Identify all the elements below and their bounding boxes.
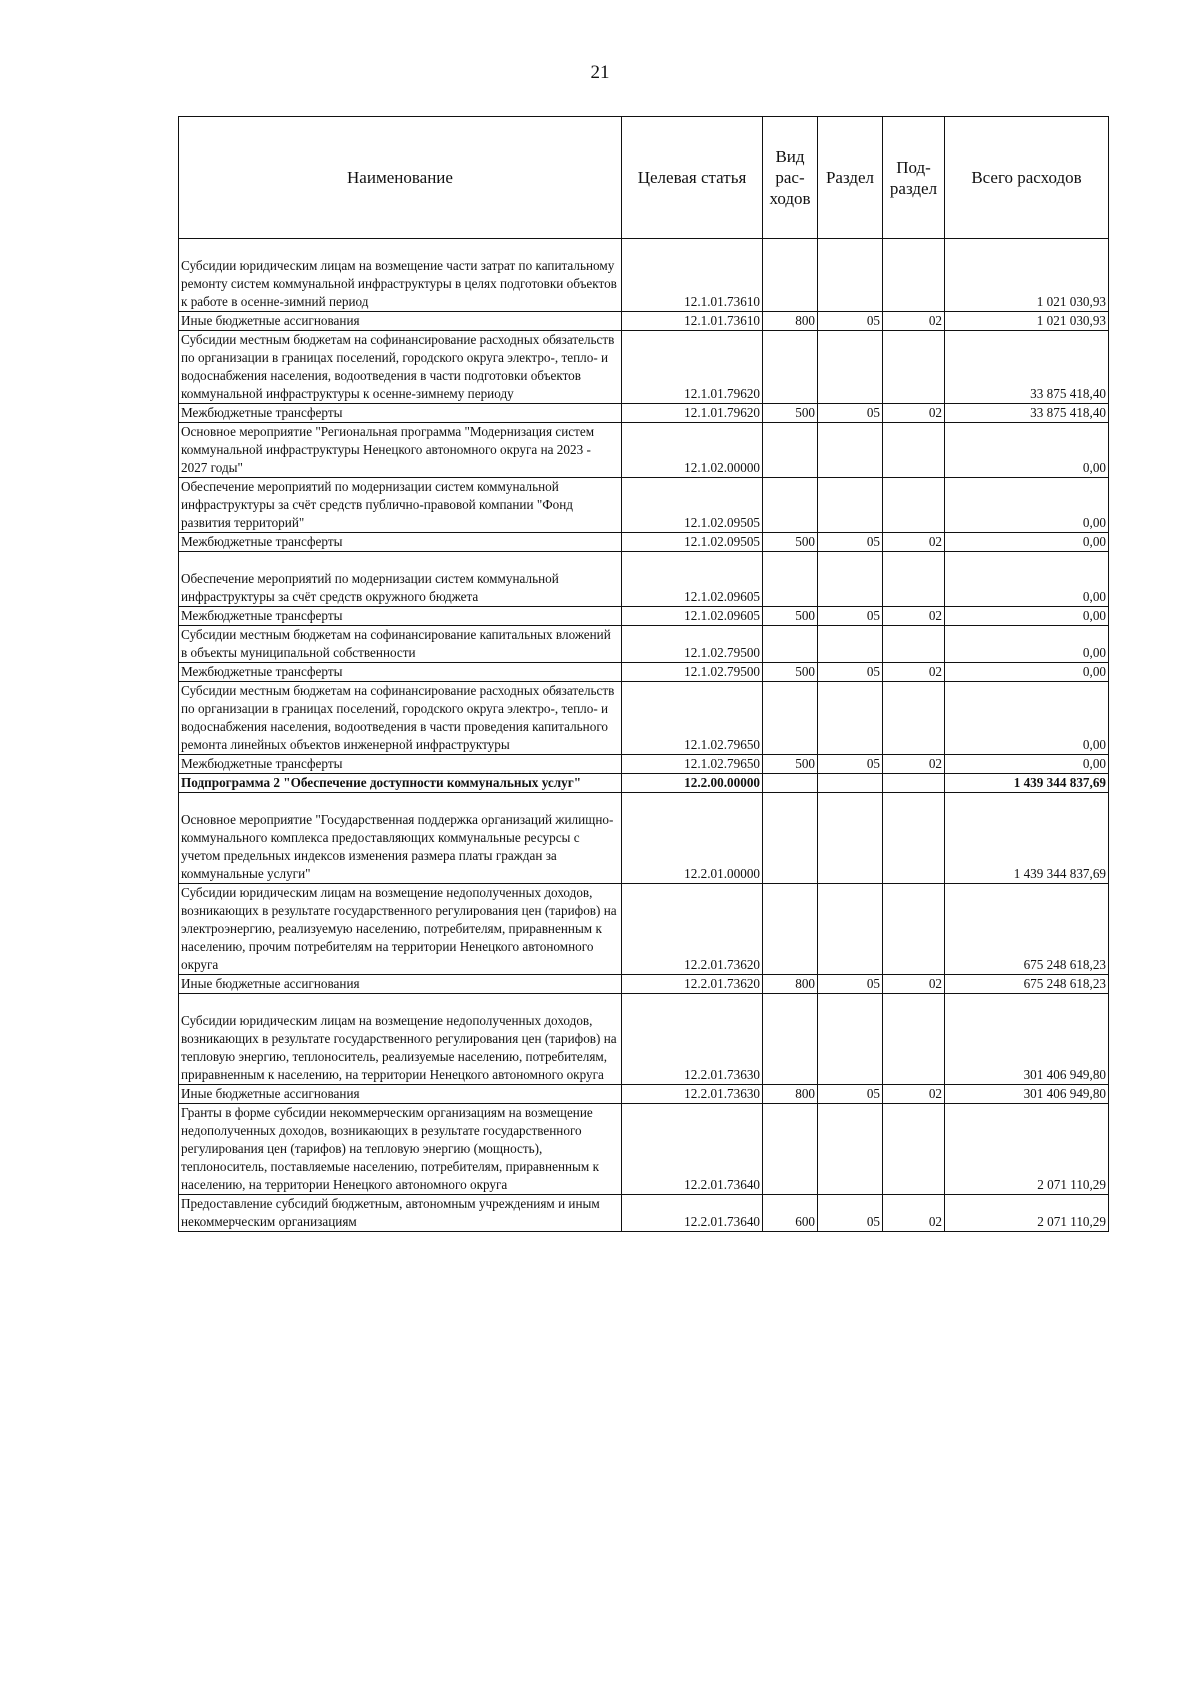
- cell-razdel: 05: [818, 404, 883, 423]
- table-body: [179, 239, 1109, 1232]
- cell-code: 12.1.02.79650: [622, 682, 763, 755]
- table-row: [179, 239, 1109, 312]
- cell-podrazdel: [883, 331, 945, 404]
- table-row: [179, 552, 1109, 607]
- cell-vid: [763, 1104, 818, 1195]
- cell-name: Субсидии местным бюджетам на софинансирование расходных обязательств по организации в границах поселений, городского округа электро-, тепло- и водоснабжения населения, водоотведения в части подготовки объектов коммунальной инфраструктуры к осенне-зимнему периоду: [179, 331, 622, 404]
- cell-vid: 500: [763, 533, 818, 552]
- cell-podrazdel: [883, 552, 945, 607]
- cell-vid: 500: [763, 755, 818, 774]
- cell-name: Субсидии юридическим лицам на возмещение части затрат по капитальному ремонту систем коммунальной инфраструктуры в целях подготовки объектов к работе в осенне-зимний период: [179, 239, 622, 312]
- cell-vid: 500: [763, 404, 818, 423]
- cell-name: Межбюджетные трансферты: [179, 404, 622, 423]
- cell-name: Межбюджетные трансферты: [179, 607, 622, 626]
- header-name: Наименование: [179, 117, 622, 239]
- cell-razdel: 05: [818, 975, 883, 994]
- cell-total: 0,00: [945, 533, 1109, 552]
- cell-name: Межбюджетные трансферты: [179, 755, 622, 774]
- page-number: 21: [590, 62, 610, 83]
- cell-code: 12.1.02.09605: [622, 607, 763, 626]
- cell-total: 2 071 110,29: [945, 1104, 1109, 1195]
- cell-podrazdel: [883, 994, 945, 1085]
- table-row: [179, 793, 1109, 884]
- cell-total: 0,00: [945, 663, 1109, 682]
- cell-name: Субсидии юридическим лицам на возмещение недополученных доходов, возникающих в результате государственного регулирования цен (тарифов) на тепловую энергию, теплоноситель, реализуемые населению, потребителям, приравненным к населению, на территории Ненецкого автономного округа: [179, 994, 622, 1085]
- cell-podrazdel: 02: [883, 755, 945, 774]
- table-row: [179, 331, 1109, 404]
- table-header: [179, 117, 1109, 239]
- cell-vid: [763, 682, 818, 755]
- table-row: [179, 423, 1109, 478]
- cell-podrazdel: 02: [883, 404, 945, 423]
- table-row: [179, 626, 1109, 663]
- cell-vid: [763, 994, 818, 1085]
- cell-podrazdel: [883, 884, 945, 975]
- cell-code: 12.1.01.73610: [622, 312, 763, 331]
- cell-total: 301 406 949,80: [945, 1085, 1109, 1104]
- cell-podrazdel: 02: [883, 663, 945, 682]
- header-podrazdel: Под-раздел: [883, 117, 945, 239]
- table-row-subprogram: [179, 774, 1109, 793]
- cell-total: 675 248 618,23: [945, 975, 1109, 994]
- cell-razdel: [818, 423, 883, 478]
- cell-razdel: [818, 682, 883, 755]
- cell-razdel: 05: [818, 607, 883, 626]
- table-row: [179, 975, 1109, 994]
- cell-razdel: 05: [818, 755, 883, 774]
- cell-podrazdel: [883, 478, 945, 533]
- cell-podrazdel: 02: [883, 312, 945, 331]
- cell-total: 301 406 949,80: [945, 994, 1109, 1085]
- cell-razdel: 05: [818, 312, 883, 331]
- cell-name: Обеспечение мероприятий по модернизации систем коммунальной инфраструктуры за счёт средств публично-правовой компании "Фонд развития территорий": [179, 478, 622, 533]
- cell-total: 33 875 418,40: [945, 331, 1109, 404]
- cell-razdel: [818, 774, 883, 793]
- cell-vid: [763, 552, 818, 607]
- cell-razdel: [818, 884, 883, 975]
- cell-razdel: 05: [818, 663, 883, 682]
- cell-vid: 800: [763, 312, 818, 331]
- cell-name: Межбюджетные трансферты: [179, 533, 622, 552]
- table-row: [179, 994, 1109, 1085]
- cell-razdel: [818, 994, 883, 1085]
- cell-code: 12.2.01.00000: [622, 793, 763, 884]
- header-total: Всего расходов: [945, 117, 1109, 239]
- cell-podrazdel: 02: [883, 607, 945, 626]
- cell-name: Обеспечение мероприятий по модернизации систем коммунальной инфраструктуры за счёт средств окружного бюджета: [179, 552, 622, 607]
- cell-name: Предоставление субсидий бюджетным, автономным учреждениям и иным некоммерческим организациям: [179, 1195, 622, 1232]
- cell-razdel: [818, 478, 883, 533]
- cell-code: 12.1.02.00000: [622, 423, 763, 478]
- cell-code: 12.2.00.00000: [622, 774, 763, 793]
- cell-name: Подпрограмма 2 "Обеспечение доступности коммунальных услуг": [179, 774, 622, 793]
- cell-total: 0,00: [945, 552, 1109, 607]
- table-row: [179, 533, 1109, 552]
- cell-name: Субсидии местным бюджетам на софинансирование капитальных вложений в объекты муниципальной собственности: [179, 626, 622, 663]
- cell-vid: [763, 239, 818, 312]
- cell-name: Гранты в форме субсидии некоммерческим организациям на возмещение недополученных доходов, возникающих в результате государственного регулирования цен (тарифов) на тепловую энергию (мощность), теплоноситель, поставляемые населению, потребителям, приравненным к населению, на территории Ненецкого автономного округа: [179, 1104, 622, 1195]
- cell-vid: 500: [763, 607, 818, 626]
- cell-code: 12.2.01.73630: [622, 994, 763, 1085]
- cell-podrazdel: 02: [883, 1085, 945, 1104]
- cell-total: 1 021 030,93: [945, 312, 1109, 331]
- cell-razdel: [818, 1104, 883, 1195]
- cell-code: 12.2.01.73620: [622, 884, 763, 975]
- cell-razdel: [818, 239, 883, 312]
- cell-code: 12.1.02.79650: [622, 755, 763, 774]
- cell-total: 675 248 618,23: [945, 884, 1109, 975]
- cell-podrazdel: [883, 682, 945, 755]
- cell-podrazdel: [883, 239, 945, 312]
- cell-code: 12.2.01.73640: [622, 1104, 763, 1195]
- table-row: [179, 312, 1109, 331]
- cell-name: Субсидии юридическим лицам на возмещение недополученных доходов, возникающих в результате государственного регулирования цен (тарифов) на электроэнергию, реализуемую населению, потребителям, приравненным к населению, прочим потребителям на территории Ненецкого автономного округа: [179, 884, 622, 975]
- cell-podrazdel: [883, 626, 945, 663]
- table-row: [179, 1085, 1109, 1104]
- cell-razdel: [818, 552, 883, 607]
- cell-vid: 800: [763, 1085, 818, 1104]
- cell-name: Межбюджетные трансферты: [179, 663, 622, 682]
- cell-vid: [763, 423, 818, 478]
- cell-total: 1 439 344 837,69: [945, 793, 1109, 884]
- cell-name: Основное мероприятие "Региональная программа "Модернизация систем коммунальной инфраструктуры Ненецкого автономного округа на 2023 - 2027 годы": [179, 423, 622, 478]
- cell-podrazdel: 02: [883, 1195, 945, 1232]
- cell-code: 12.1.02.79500: [622, 626, 763, 663]
- cell-code: 12.1.02.09505: [622, 478, 763, 533]
- cell-razdel: [818, 331, 883, 404]
- cell-razdel: [818, 626, 883, 663]
- cell-podrazdel: 02: [883, 975, 945, 994]
- cell-vid: 600: [763, 1195, 818, 1232]
- table-row: [179, 607, 1109, 626]
- table-row: [179, 478, 1109, 533]
- cell-vid: [763, 884, 818, 975]
- table-row: [179, 682, 1109, 755]
- cell-total: 0,00: [945, 607, 1109, 626]
- cell-razdel: 05: [818, 1195, 883, 1232]
- cell-vid: 800: [763, 975, 818, 994]
- cell-total: 1 021 030,93: [945, 239, 1109, 312]
- cell-vid: 500: [763, 663, 818, 682]
- table-row: [179, 404, 1109, 423]
- cell-code: 12.1.02.09505: [622, 533, 763, 552]
- cell-total: 2 071 110,29: [945, 1195, 1109, 1232]
- table-row: [179, 884, 1109, 975]
- cell-code: 12.1.02.09605: [622, 552, 763, 607]
- cell-total: 0,00: [945, 682, 1109, 755]
- cell-vid: [763, 774, 818, 793]
- table-row: [179, 663, 1109, 682]
- cell-code: 12.2.01.73640: [622, 1195, 763, 1232]
- cell-code: 12.1.01.73610: [622, 239, 763, 312]
- cell-name: Иные бюджетные ассигнования: [179, 975, 622, 994]
- cell-podrazdel: 02: [883, 533, 945, 552]
- table-row: [179, 1104, 1109, 1195]
- cell-podrazdel: [883, 423, 945, 478]
- header-code: Целевая статья: [622, 117, 763, 239]
- cell-podrazdel: [883, 1104, 945, 1195]
- table-row: [179, 755, 1109, 774]
- cell-razdel: 05: [818, 533, 883, 552]
- cell-podrazdel: [883, 774, 945, 793]
- cell-name: Субсидии местным бюджетам на софинансирование расходных обязательств по организации в границах поселений, городского округа электро-, тепло- и водоснабжения населения, водоотведения в части проведения капитального ремонта линейных объектов инженерной инфраструктуры: [179, 682, 622, 755]
- cell-name: Иные бюджетные ассигнования: [179, 1085, 622, 1104]
- cell-vid: [763, 331, 818, 404]
- header-vid: Вид рас-ходов: [763, 117, 818, 239]
- cell-name: Иные бюджетные ассигнования: [179, 312, 622, 331]
- cell-code: 12.2.01.73620: [622, 975, 763, 994]
- cell-total: 1 439 344 837,69: [945, 774, 1109, 793]
- cell-total: 0,00: [945, 755, 1109, 774]
- cell-vid: [763, 626, 818, 663]
- cell-name: Основное мероприятие "Государственная поддержка организаций жилищно-коммунального комплекса предоставляющих коммунальные ресурсы с учетом предельных индексов изменения размера платы граждан за коммунальные услуги": [179, 793, 622, 884]
- header-razdel: Раздел: [818, 117, 883, 239]
- cell-code: 12.1.01.79620: [622, 404, 763, 423]
- cell-razdel: [818, 793, 883, 884]
- cell-total: 0,00: [945, 423, 1109, 478]
- cell-vid: [763, 478, 818, 533]
- cell-vid: [763, 793, 818, 884]
- cell-total: 0,00: [945, 478, 1109, 533]
- table-row: [179, 1195, 1109, 1232]
- cell-podrazdel: [883, 793, 945, 884]
- cell-total: 0,00: [945, 626, 1109, 663]
- cell-razdel: 05: [818, 1085, 883, 1104]
- budget-table: [178, 116, 1109, 1232]
- cell-total: 33 875 418,40: [945, 404, 1109, 423]
- cell-code: 12.1.02.79500: [622, 663, 763, 682]
- cell-code: 12.2.01.73630: [622, 1085, 763, 1104]
- cell-code: 12.1.01.79620: [622, 331, 763, 404]
